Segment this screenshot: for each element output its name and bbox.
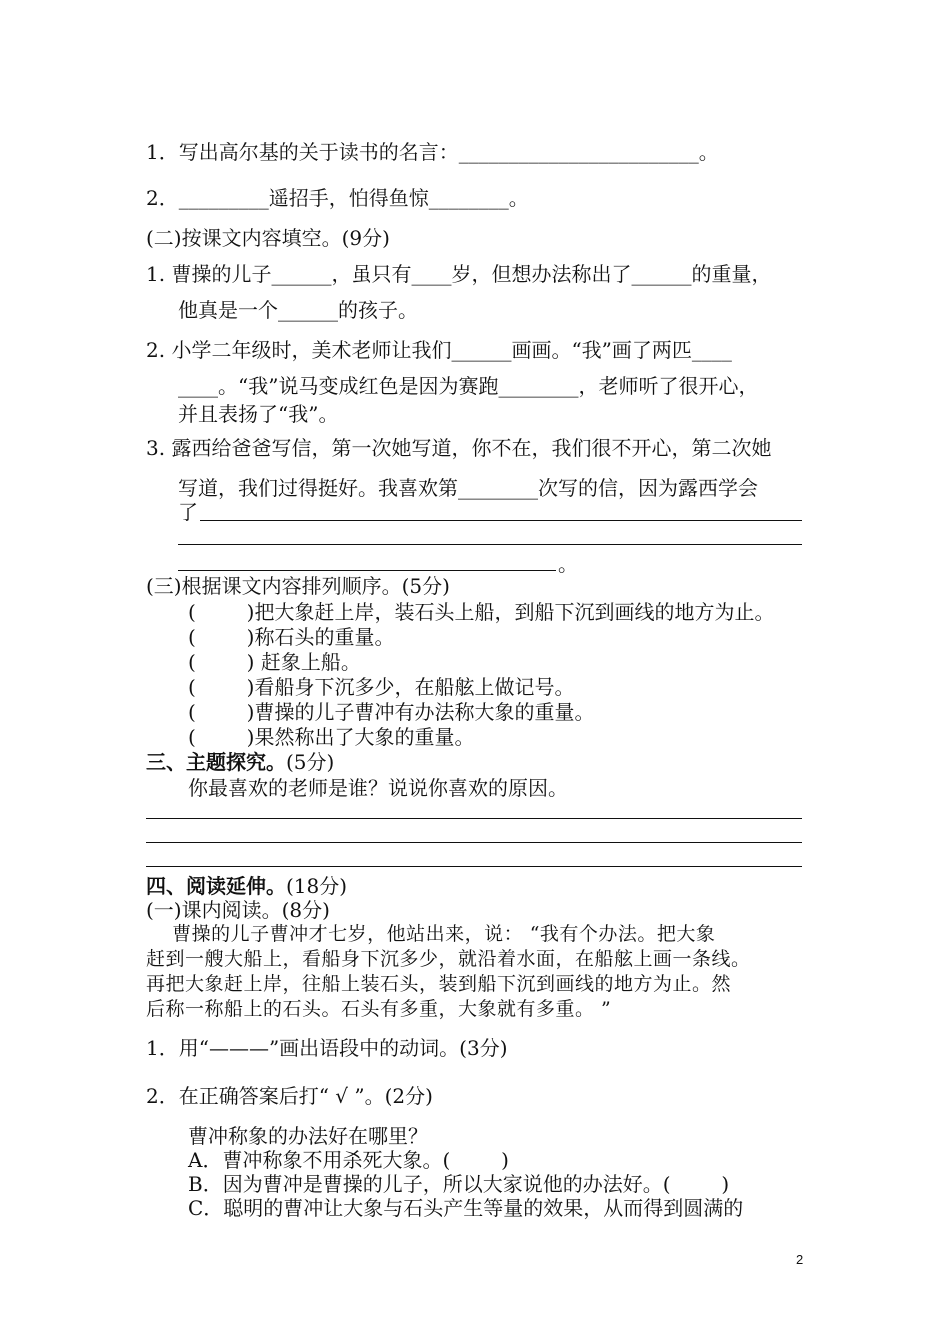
s2-q3-line3: 了 xyxy=(178,500,198,524)
option-b: B．因为曹冲是曹操的儿子，所以大家说他的办法好。( ) xyxy=(188,1172,730,1196)
order-item: ( )称石头的重量。 xyxy=(188,625,395,649)
part-three-heading xyxy=(146,750,334,774)
passage-line: 再把大象赶上岸，往船上装石头，装到船下沉到画线的地方为止。然 xyxy=(146,973,732,995)
question-famous-quote: 1．写出高尔基的关于读书的名言：________________________。 xyxy=(146,140,719,164)
answer-line[interactable] xyxy=(146,866,802,867)
s2-q2-line2: ____。“我”说马变成红色是因为赛跑________，老师听了很开心， xyxy=(178,374,759,398)
order-item: ( )把大象赶上岸，装石头上船，到船下沉到画线的地方为止。 xyxy=(188,600,775,624)
answer-line[interactable] xyxy=(146,818,802,819)
s2-q1-line1: 1. 曹操的儿子______，虽只有____岁，但想办法称出了______的重量， xyxy=(146,262,772,286)
passage-line: 赶到一艘大船上，看船身下沉多少，就沿着水面，在船舷上画一条线。 xyxy=(146,948,751,970)
passage-line: 后称一称船上的石头。石头有多重，大象就有多重。 ” xyxy=(146,998,612,1020)
answer-line[interactable] xyxy=(178,570,556,571)
s2-q1-line2: 他真是一个______的孩子。 xyxy=(178,298,418,322)
order-item: ( )果然称出了大象的重量。 xyxy=(188,725,475,749)
option-a: A．曹冲称象不用杀死大象。( ) xyxy=(188,1148,509,1172)
section-two-heading: (二)按课文内容填空。(9分) xyxy=(146,226,390,250)
s2-q3-line2: 写道，我们过得挺好。我喜欢第________次写的信，因为露西学会 xyxy=(178,476,758,500)
reading-q2: 2．在正确答案后打“ √ ”。(2分) xyxy=(146,1084,433,1108)
part-three-prompt: 你最喜欢的老师是谁？说说你喜欢的原因。 xyxy=(188,776,568,800)
s2-q2-line3: 并且表扬了“我”。 xyxy=(178,402,339,426)
part-three-title: 三、主题探究。 xyxy=(146,750,286,774)
order-item: ( )看船身下沉多少，在船舷上做记号。 xyxy=(188,675,575,699)
order-item: ( )曹操的儿子曹冲有办法称大象的重量。 xyxy=(188,700,595,724)
answer-line[interactable] xyxy=(178,544,802,545)
answer-line[interactable] xyxy=(200,520,802,521)
answer-line[interactable] xyxy=(146,842,802,843)
part-four-score: (18分) xyxy=(286,874,348,898)
question-poem-fill: 2．_________遥招手，怕得鱼惊________。 xyxy=(146,186,529,210)
part-four-title: 四、阅读延伸。 xyxy=(146,874,286,898)
part-four-subheading: (一)课内阅读。(8分) xyxy=(146,898,330,922)
reading-q1: 1．用“———”画出语段中的动词。(3分) xyxy=(146,1036,508,1060)
section-three-heading: (三)根据课文内容排列顺序。(5分) xyxy=(146,574,450,598)
page-number: 2 xyxy=(796,1252,804,1267)
reading-q2-question: 曹冲称象的办法好在哪里？ xyxy=(188,1124,428,1148)
option-c: C．聪明的曹冲让大象与石头产生等量的效果，从而得到圆满的 xyxy=(188,1196,744,1220)
passage-line: 曹操的儿子曹冲才七岁，他站出来，说： “我有个办法。把大象 xyxy=(146,923,716,945)
s2-q3-end: 。 xyxy=(558,552,578,576)
s2-q3-line1: 3. 露西给爸爸写信，第一次她写道，你不在，我们很不开心，第二次她 xyxy=(146,436,772,460)
part-four-heading xyxy=(146,874,347,898)
part-three-score: (5分) xyxy=(286,750,335,774)
order-item: ( ) 赶象上船。 xyxy=(188,650,361,674)
s2-q2-line1: 2. 小学二年级时，美术老师让我们______画画。“我”画了两匹____ xyxy=(146,338,732,362)
